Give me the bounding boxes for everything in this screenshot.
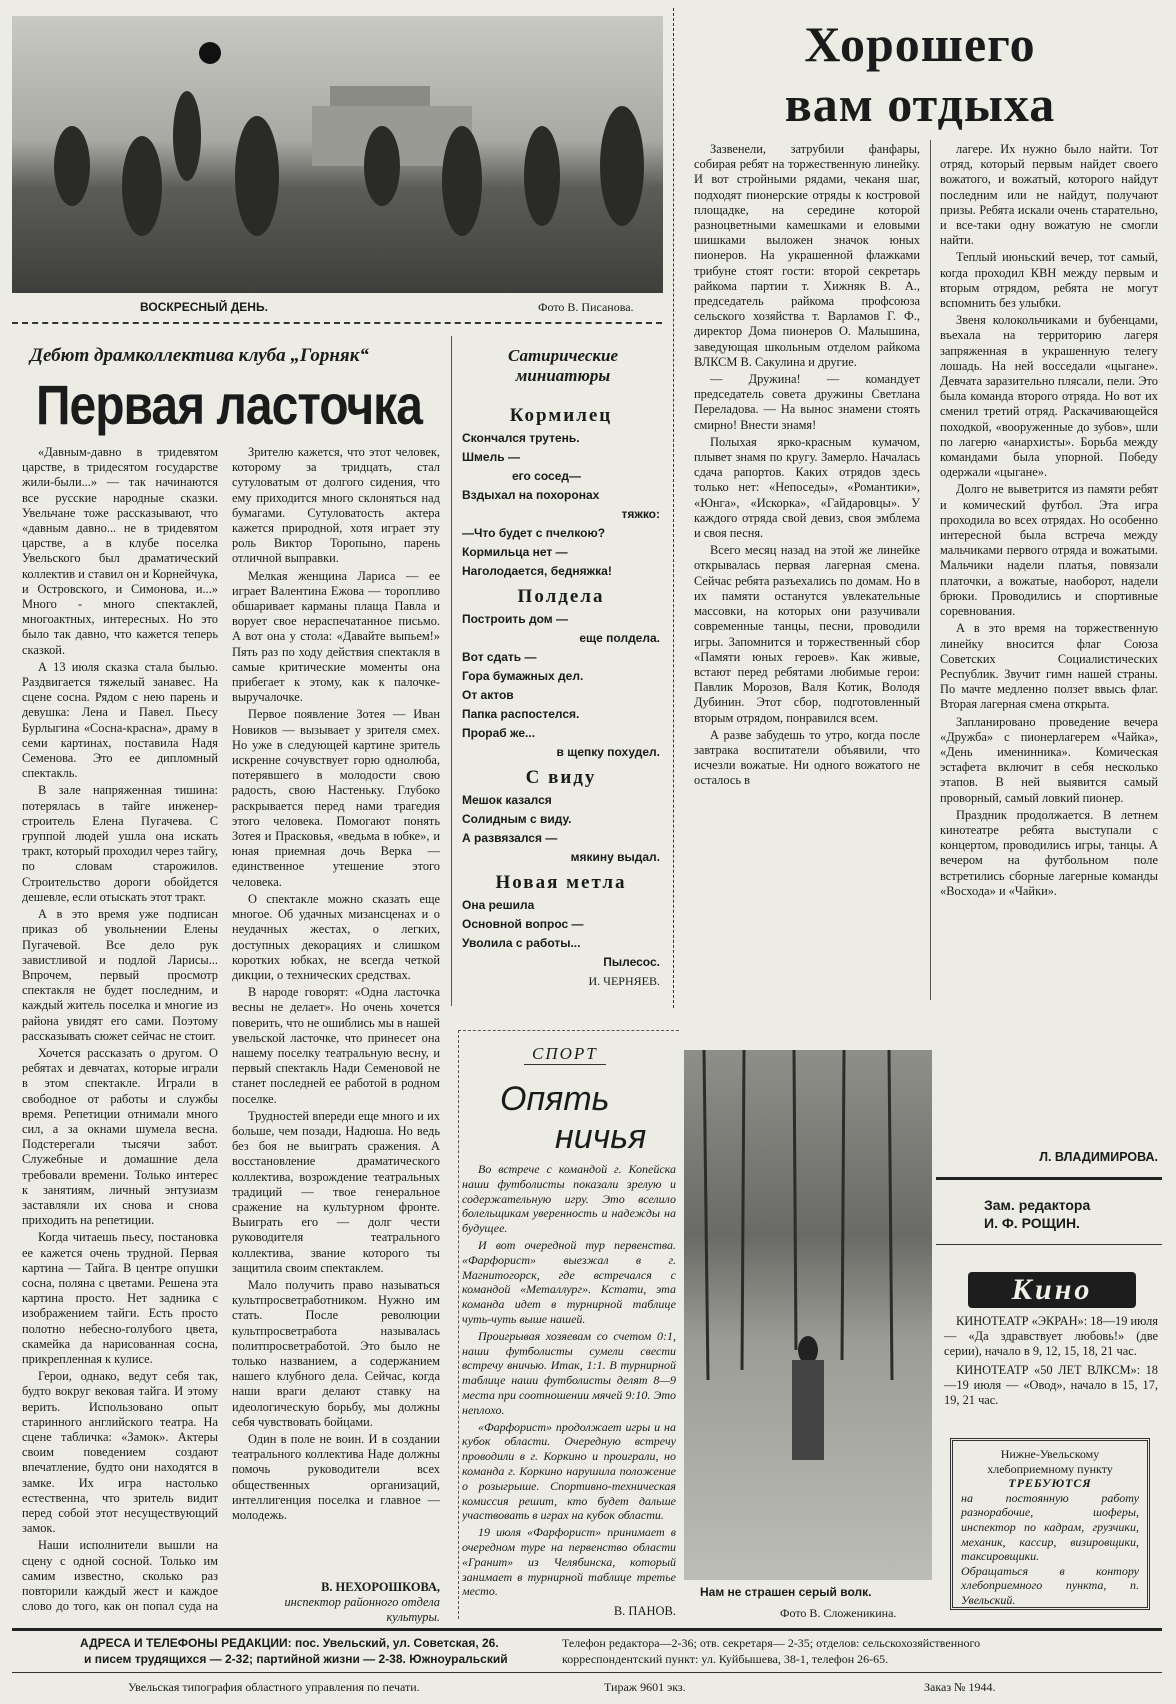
- photo-top-credit: Фото В. Писанова.: [538, 300, 634, 314]
- main-headline-line1: Хорошего: [804, 16, 1036, 72]
- satire-line: Кормильца нет —: [462, 545, 568, 559]
- satire-line: Прораб же...: [462, 726, 536, 740]
- debut-column-2: [232, 445, 440, 1565]
- satire-line: тяжко:: [621, 507, 660, 521]
- debut-paragraph: Зрителю кажется, что этот человек, которому за тридцать, стал сутуловатым от долгого сидения, что ему приходится много склоняться над бумагами. Сутуловатость актера кажется природной, хотя играет эту роль Виктор Торопыно, парень отличной выправки.: [232, 445, 440, 566]
- footer-rule: [12, 1672, 1162, 1673]
- section-rule: [936, 1244, 1162, 1245]
- footer-printer: Увельская типография областного управления по печати.: [128, 1680, 420, 1694]
- holiday-paragraph: Праздник продолжается. В летнем кинотеатре ребята выступали с концертом, проводились игры, танцы. А вечером на футбольном поле встретились сборные лагерные команды «Восхода» и «Чайки».: [940, 807, 1158, 898]
- holiday-paragraph: А разве забудешь то утро, когда после завтрака воспитатели объявили, что исчезли вожатые. Ни одного вожатого не осталось в: [694, 727, 920, 788]
- sport-column: [462, 1162, 676, 1602]
- holiday-paragraph: Звеня колокольчиками и бубенцами, въехала на территорию лагеря запряженная в украшенную телегу лошадь. На ней восседали «цыгане». Девчата заразительно плясали, пели. Это была команда второго отряда. Но вот их сменил третий отряд. Раскачивающейся походкой, «вооруженные до зубов», шли по лагерю «анархисты». Борьба между командами была упорной. Победу одержали «цыгане».: [940, 313, 1158, 480]
- satire-line: Солидным с виду.: [462, 812, 572, 826]
- debut-column-1: [22, 445, 218, 1615]
- main-headline: [680, 14, 1160, 134]
- holiday-paragraph: Зазвенели, затрубили фанфары, собирая ребят на торжественную линейку. И вот стройными рядами, чеканя шаг, подходят пионерские отряды к костровой площадке, на середине которой разноцветными камешками и еловыми шишками выложен значок юных пионеров. На украшенной флажками трибуне стоят гости: второй секретарь райкома партии т. Хижняк В. А., председатель райкома профсоюза сельского хозяйства т. Варламов Г. Ф., директор Дома пионеров О. Малышина, заведующая школьным отделом райкома ВЛКСМ В. Сакулина и другие.: [694, 142, 920, 369]
- ad-heading: ТРЕБУЮТСЯ: [1008, 1476, 1092, 1491]
- photo-forest-credit: Фото В. Сложеникина.: [780, 1606, 897, 1620]
- photo-top-caption: ВОСКРЕСНЫЙ ДЕНЬ.: [140, 300, 268, 314]
- satire-title: Новая метла: [495, 872, 627, 893]
- satire-line: Мешок казался: [462, 793, 552, 807]
- satire-line: его сосед—: [512, 469, 581, 483]
- section-rule: [936, 1177, 1162, 1180]
- sport-paragraph: 19 июля «Фарфорист» принимает в очередном туре на первенство области «Гранит» из Челябинска, который занимает в турнирной таблице третье место.: [462, 1525, 676, 1599]
- ad-line1: Нижне-Увельскому: [1000, 1447, 1100, 1461]
- satire-title: С виду: [525, 767, 597, 788]
- footer-address: АДРЕСА И ТЕЛЕФОНЫ РЕДАКЦИИ: пос. Увельский, ул. Советская, 26.: [80, 1636, 499, 1650]
- editor-name: И. Ф. РОЩИН.: [984, 1215, 1080, 1231]
- satire-line: Она решила: [462, 898, 535, 912]
- debut-paragraph: Трудностей впереди еще много и их больше, чем позади, Надюша. Но ведь без боя не выиграть сражения. А восстановление драматического коллектива, возрождение театральных традиций — твое генеральное сражение на культурном фронте. Выиграть его — долг чести руководителя театрального коллектива, звание которого ты защитила своим спектаклем.: [232, 1108, 440, 1275]
- satire-heading: Сатирические миниатюры: [508, 346, 618, 385]
- satire-line: Скончался трутень.: [462, 431, 580, 445]
- holiday-column-1: [694, 142, 920, 1012]
- column-rule: [451, 336, 452, 1006]
- debut-paragraph: В зале напряженная тишина: потерялась в тайге инженер-строитель Елена Пугачева. С группой людей ушла она искать тракт, который проходил через тайгу, по словам старожилов. Строительство дороги обойдется дешевле, если отыскать этот тракт.: [22, 783, 218, 904]
- sport-paragraph: И вот очередной тур первенства. «Фарфорист» выезжал в г. Магнитогорск, где встречался с командой «Металлург». Кстати, эта команда идет в турнирной таблице чуть-чуть выше нашей.: [462, 1237, 676, 1326]
- debut-kicker: Дебют драмколлектива клуба „Горняк“: [30, 345, 369, 366]
- debut-paragraph: Первое появление Зотея — Иван Новиков — вызывает у зрителя смех. Но уже в следующей картине зритель искренне сочувствует горю однолюба, потерявшего в молодости свою радость, свою Настеньку. Глубоко раскрывается перед нами трагедия этого человека. Помогают понять Зотея и Прасковья, «ведьма в юбке», и юная приемная дочь Верка — единственное утешение этого человека.: [232, 707, 440, 889]
- holiday-paragraph: А в это время на торжественную линейку вносится флаг Союза Советских Социалистических Республик. Звучит гимн нашей страны. По мачте медленно ползет ввысь флаг. Вторая лагерная смена открыта.: [940, 621, 1158, 712]
- sport-title-line2: ничья: [555, 1118, 647, 1156]
- editor-title: Зам. редактора: [984, 1197, 1091, 1213]
- holiday-paragraph: Теплый июньский вечер, тот самый, когда проходил КВН между первым и вторым отрядом, ребята не могут вспомнить без улыбки.: [940, 250, 1158, 311]
- holiday-paragraph: Полыхая ярко-красным кумачом, плывет знамя по кругу. Замерло. Началась сдача рапортов. Каких отрядов здесь только нет: «Непоседы», «Романтики», «Юнга», «Искорка», «Гайдаровцы». У каждого отряда свой девиз, своя эмблема и своя песня.: [694, 434, 920, 541]
- footer-rule: [12, 1628, 1162, 1631]
- satire-title: Кормилец: [509, 405, 613, 426]
- footer-phones1: Телефон редактора—2-36; отв. секретаря— 2-35; отделов: сельскохозяйственного: [562, 1636, 981, 1650]
- kino-listing: [944, 1314, 1158, 1408]
- column-rule: [673, 8, 674, 1008]
- satire-line: —Что будет с пчелкою?: [462, 526, 606, 540]
- holiday-paragraph: Всего месяц назад на этой же линейке открывалась первая лагерная смена. Сейчас ребята разъехались по домам. Но в их памяти останутся увлекательные массовки, на которых они разучивали современные танцы, песни, проводили игры. Запомнится и торжественный сбор «Памяти юных героев». Как живые, встают перед ребятами любимые герои: Павлик Морозов, Валя Котик, Володя Дубинин. Этот сбор, подготовленный вторым отрядом, понравился всем.: [694, 543, 920, 725]
- satire-line: Пылесос.: [603, 955, 660, 969]
- ad-contact: Обращаться в контору хлебоприемного пункта, п. Увельский.: [961, 1563, 1139, 1607]
- photo-forest-caption: Нам не страшен серый волк.: [700, 1585, 872, 1599]
- satire-line: в щепку похудел.: [556, 745, 660, 759]
- holiday-paragraph: лагере. Их нужно было найти. Тот отряд, который первым найдет своего вожатого, и вожатый, которого найдут последним или не найдут, получают призы. Ребята искали очень старательно, и все-таки одну вожатую не смогли найти.: [940, 142, 1158, 248]
- main-headline-line2: вам отдыха: [784, 76, 1056, 132]
- sport-title: [500, 1080, 670, 1156]
- kino-entry: КИНОТЕАТР «50 ЛЕТ ВЛКСМ»: 18—19 июля — «Овод», начало в 15, 17, 19, 21 час.: [944, 1363, 1158, 1407]
- satire-title: Полдела: [517, 586, 605, 607]
- ad-box: [950, 1438, 1150, 1610]
- holiday-paragraph: Долго не выветрится из памяти ребят и комический футбол. Эта игра проходила во всех отрядах. Но особенно интересной была встреча между мальчиками первого отряда и вожатыми. Мальчики надели платья, повязали платочки, а вожатые, наоборот, надели брюки. Проводились и спортивные соревнования.: [940, 482, 1158, 619]
- debut-paragraph: «Давным-давно в тридевятом царстве, в тридесятом государстве жили-были...» — так начинаются все русские народные сказки. Увельчане тоже рассказывают, что «давным давно... не в тридевятом царстве, а в клубе поселка Увельского был драматический коллектив и ставил он и Корнейчука, и Островского, и Симонова, и...» Много - много спектаклей, многоактных, интересных. Но это было так давно, что кажется теперь сказкой.: [22, 445, 218, 657]
- column-rule: [930, 140, 931, 1000]
- satire-line: Вздыхал на похоронах: [462, 488, 600, 502]
- photo-forest: [684, 1050, 932, 1580]
- debut-paragraph: Когда читаешь пьесу, постановка ее кажется очень трудной. Первая картина — Тайга. В центре опушки сосна, поляна с цветами. Решена эта картина просто. Нет задника с изображением тайги. Есть просто полотно небесно-голубого цвета, скамейка да нарисованная сосна, прикрепленная к кулисе.: [22, 1230, 218, 1366]
- sport-rubric: СПОРТ: [524, 1044, 606, 1065]
- editor-block: [960, 1196, 1160, 1232]
- sport-paragraph: Проигрывая хозяевам со счетом 0:1, наши футболисты сумели свести встречу вничью. Итак, 1:1. В турнирной таблице наши футболисты делят 8—9 места при соотношении мячей 9:10. Это неплохо.: [462, 1328, 676, 1417]
- debut-signature-role: инспектор районного отдела культуры.: [284, 1595, 440, 1624]
- debut-paragraph: Герои, однако, ведут себя так, будто вокруг вековая тайга. И этому верить. Использовано опыт старинного английского театра. На сцене табличка: «Замок». Актеры своим поведением создают впечатление, будто они находятся в замке. Их игра настолько естественна, что зритель видит перед собой этот несуществующий замок.: [22, 1369, 218, 1536]
- footer-tirazh: Тираж 9601 экз.: [604, 1680, 686, 1694]
- satire-line: Гора бумажных дел.: [462, 669, 584, 683]
- debut-paragraph: Один в поле не воин. И в создании театрального коллектива Наде должны помочь руководители всех общественных организаций, интеллигенция поселка и главное — молодежь.: [232, 1432, 440, 1523]
- ad-line2: хлебоприемному пункту: [987, 1461, 1113, 1476]
- satire-line: Основной вопрос —: [462, 917, 584, 931]
- debut-paragraph: Хочется рассказать о другом. О ребятах и девчатах, которые играли в этом спектакле. Играли в свободное от работы и службы время. Репетиции отнимали много сил, а за окнами шумела весна. Подстерегали тысячи забот. Служебные и домашние дела требовали времени. Только интерес к занятиям, личный энтузиазм заставляли их снова и снова приходить на репетиции.: [22, 1045, 218, 1228]
- satire-line: От актов: [462, 688, 514, 702]
- debut-paragraph: Наши исполнители вышли на сцену с одной сосной. Только им самим известно, сколько раз повторили каждый жест и каждое слово до того, как он попал суда на: [22, 1538, 218, 1614]
- satire-line: Шмель —: [462, 450, 520, 464]
- debut-paragraph: Мало получить право называться культпросветработником. Нужно им стать. После революции культпросветработа называлась политпросветработой. Это было не только названием, а содержанием нашего клубного дела. Сейчас, когда наши враги делают ставку на идеологическую борьбу, мы должны себя чувствовать бойцами.: [232, 1277, 440, 1429]
- photo-figures: [12, 16, 663, 293]
- footer-depts: и писем трудящихся — 2-32; партийной жизни — 2-38. Южноуральский: [84, 1652, 508, 1666]
- debut-signature: [240, 1580, 440, 1625]
- ad-body: на постоянную работу разнорабочие, шоферы, инспектор по кадрам, грузчики, механик, кассир, визировщики, таксировщики.: [961, 1490, 1139, 1564]
- sport-title-line1: Опять: [500, 1080, 610, 1118]
- holiday-column-2: [940, 142, 1158, 1122]
- kino-entry: КИНОТЕАТР «ЭКРАН»: 18—19 июля — «Да здравствует любовь!» (две серии), начало в 9, 12, 15, 18, 21 час.: [944, 1314, 1158, 1358]
- sport-paragraph: Во встрече с командой г. Копейска наши футболисты показали зрелую и содержательную игру. Это вселило болельщикам уверенность и надежды на будущее.: [462, 1162, 676, 1236]
- satire-line: Построить дом —: [462, 612, 568, 626]
- satire-line: еще полдела.: [579, 631, 660, 645]
- holiday-paragraph: — Дружина! — командует председатель совета дружины Светлана Переладова. — На вынос знамени стоять смирно! Внести знамя!: [694, 372, 920, 432]
- satire-line: Уволила с работы...: [462, 936, 581, 950]
- debut-paragraph: О спектакле можно сказать еще многое. Об удачных мизансценах и о неудачных жестах, о легких, доступных декорациях и слишком коротких юбках, не всегда четкой дикции, о технических средствах.: [232, 891, 440, 982]
- sport-paragraph: «Фарфорист» продолжает игры и на кубок области. Очередную встречу проводили в г. Коркино и проиграли, но команда г. Коркино нарушила положение о розыгрыше. Спортивно-техническая комиссия решит, кто будет дальше участвовать в играх на кубок области.: [462, 1419, 676, 1523]
- debut-paragraph: А в это время уже подписан приказ об увольнении Елены Пугачевой. Все дело рук завистливой и подлой Ларисы... Впрочем, первый просмотр спектакля не будет последним, и каждый житель поселка и многие из района увидят его сами. Поэтому рассказывать сюжет сейчас не стоит.: [22, 907, 218, 1043]
- satire-line: Вот сдать —: [462, 650, 537, 664]
- satire-signature: И. ЧЕРНЯЕВ.: [588, 974, 660, 988]
- debut-paragraph: А 13 июля сказка стала былью. Раздвигается тяжелый занавес. На сцене сосна. Рядом с нею парень и девушка: Лена и Павел. Пьесу Бурлыгина «Сосна-красна», драму в семи картинах, поставила Надя Семенова. Это ее дипломный спектакль.: [22, 659, 218, 781]
- debut-paragraph: Мелкая женщина Лариса — ее играет Валентина Ежова — торопливо обшаривает карманы плаща Павла и ворует свое нераспечатанное письмо. А вот она у стола: «Давайте выпьем!» Пять раз по ходу действия спектакля в самые критические моменты она прибегает к этому, как к палочке-выручалочке.: [232, 568, 440, 705]
- footer-order: Заказ № 1944.: [924, 1680, 996, 1694]
- holiday-paragraph: Запланировано проведение вечера «Дружба» с пионерлагерем «Чайка», «День именинника». Комическая эстафета включит в себя несколько этапов. В ней выявится самый проворный, самый ловкий пионер.: [940, 714, 1158, 805]
- satire-line: мякину выдал.: [570, 850, 660, 864]
- photo-forest-trees: [684, 1050, 932, 1580]
- photo-volleyball: [12, 16, 663, 293]
- kino-logo-text: Кино: [1011, 1273, 1093, 1306]
- section-rule: [12, 322, 662, 324]
- satire-line: Наголодается, бедняжка!: [462, 564, 612, 578]
- debut-paragraph: В народе говорят: «Одна ласточка весны не делает». Но очень хочется поверить, что не ошиблись мы в нашей увельской ласточке, что принесет она нашему поселку театральную весну, и первый спектакль Нади Семеновой не станет последней ее работой в родном поселке.: [232, 985, 440, 1106]
- satire-block: [462, 400, 660, 991]
- footer-phones2: корреспондентский пункт: ул. Куйбышева, 38-1, телефон 26-65.: [562, 1652, 889, 1666]
- satire-line: Папка распостелся.: [462, 707, 580, 721]
- satire-line: А развязался —: [462, 831, 558, 845]
- debut-signature-name: В. НЕХОРОШКОВА,: [321, 1580, 440, 1594]
- holiday-signature: Л. ВЛАДИМИРОВА.: [1039, 1150, 1158, 1164]
- kino-logo: [968, 1272, 1136, 1308]
- sport-signature: В. ПАНОВ.: [613, 1604, 676, 1618]
- debut-title: Первая ласточка: [36, 375, 422, 437]
